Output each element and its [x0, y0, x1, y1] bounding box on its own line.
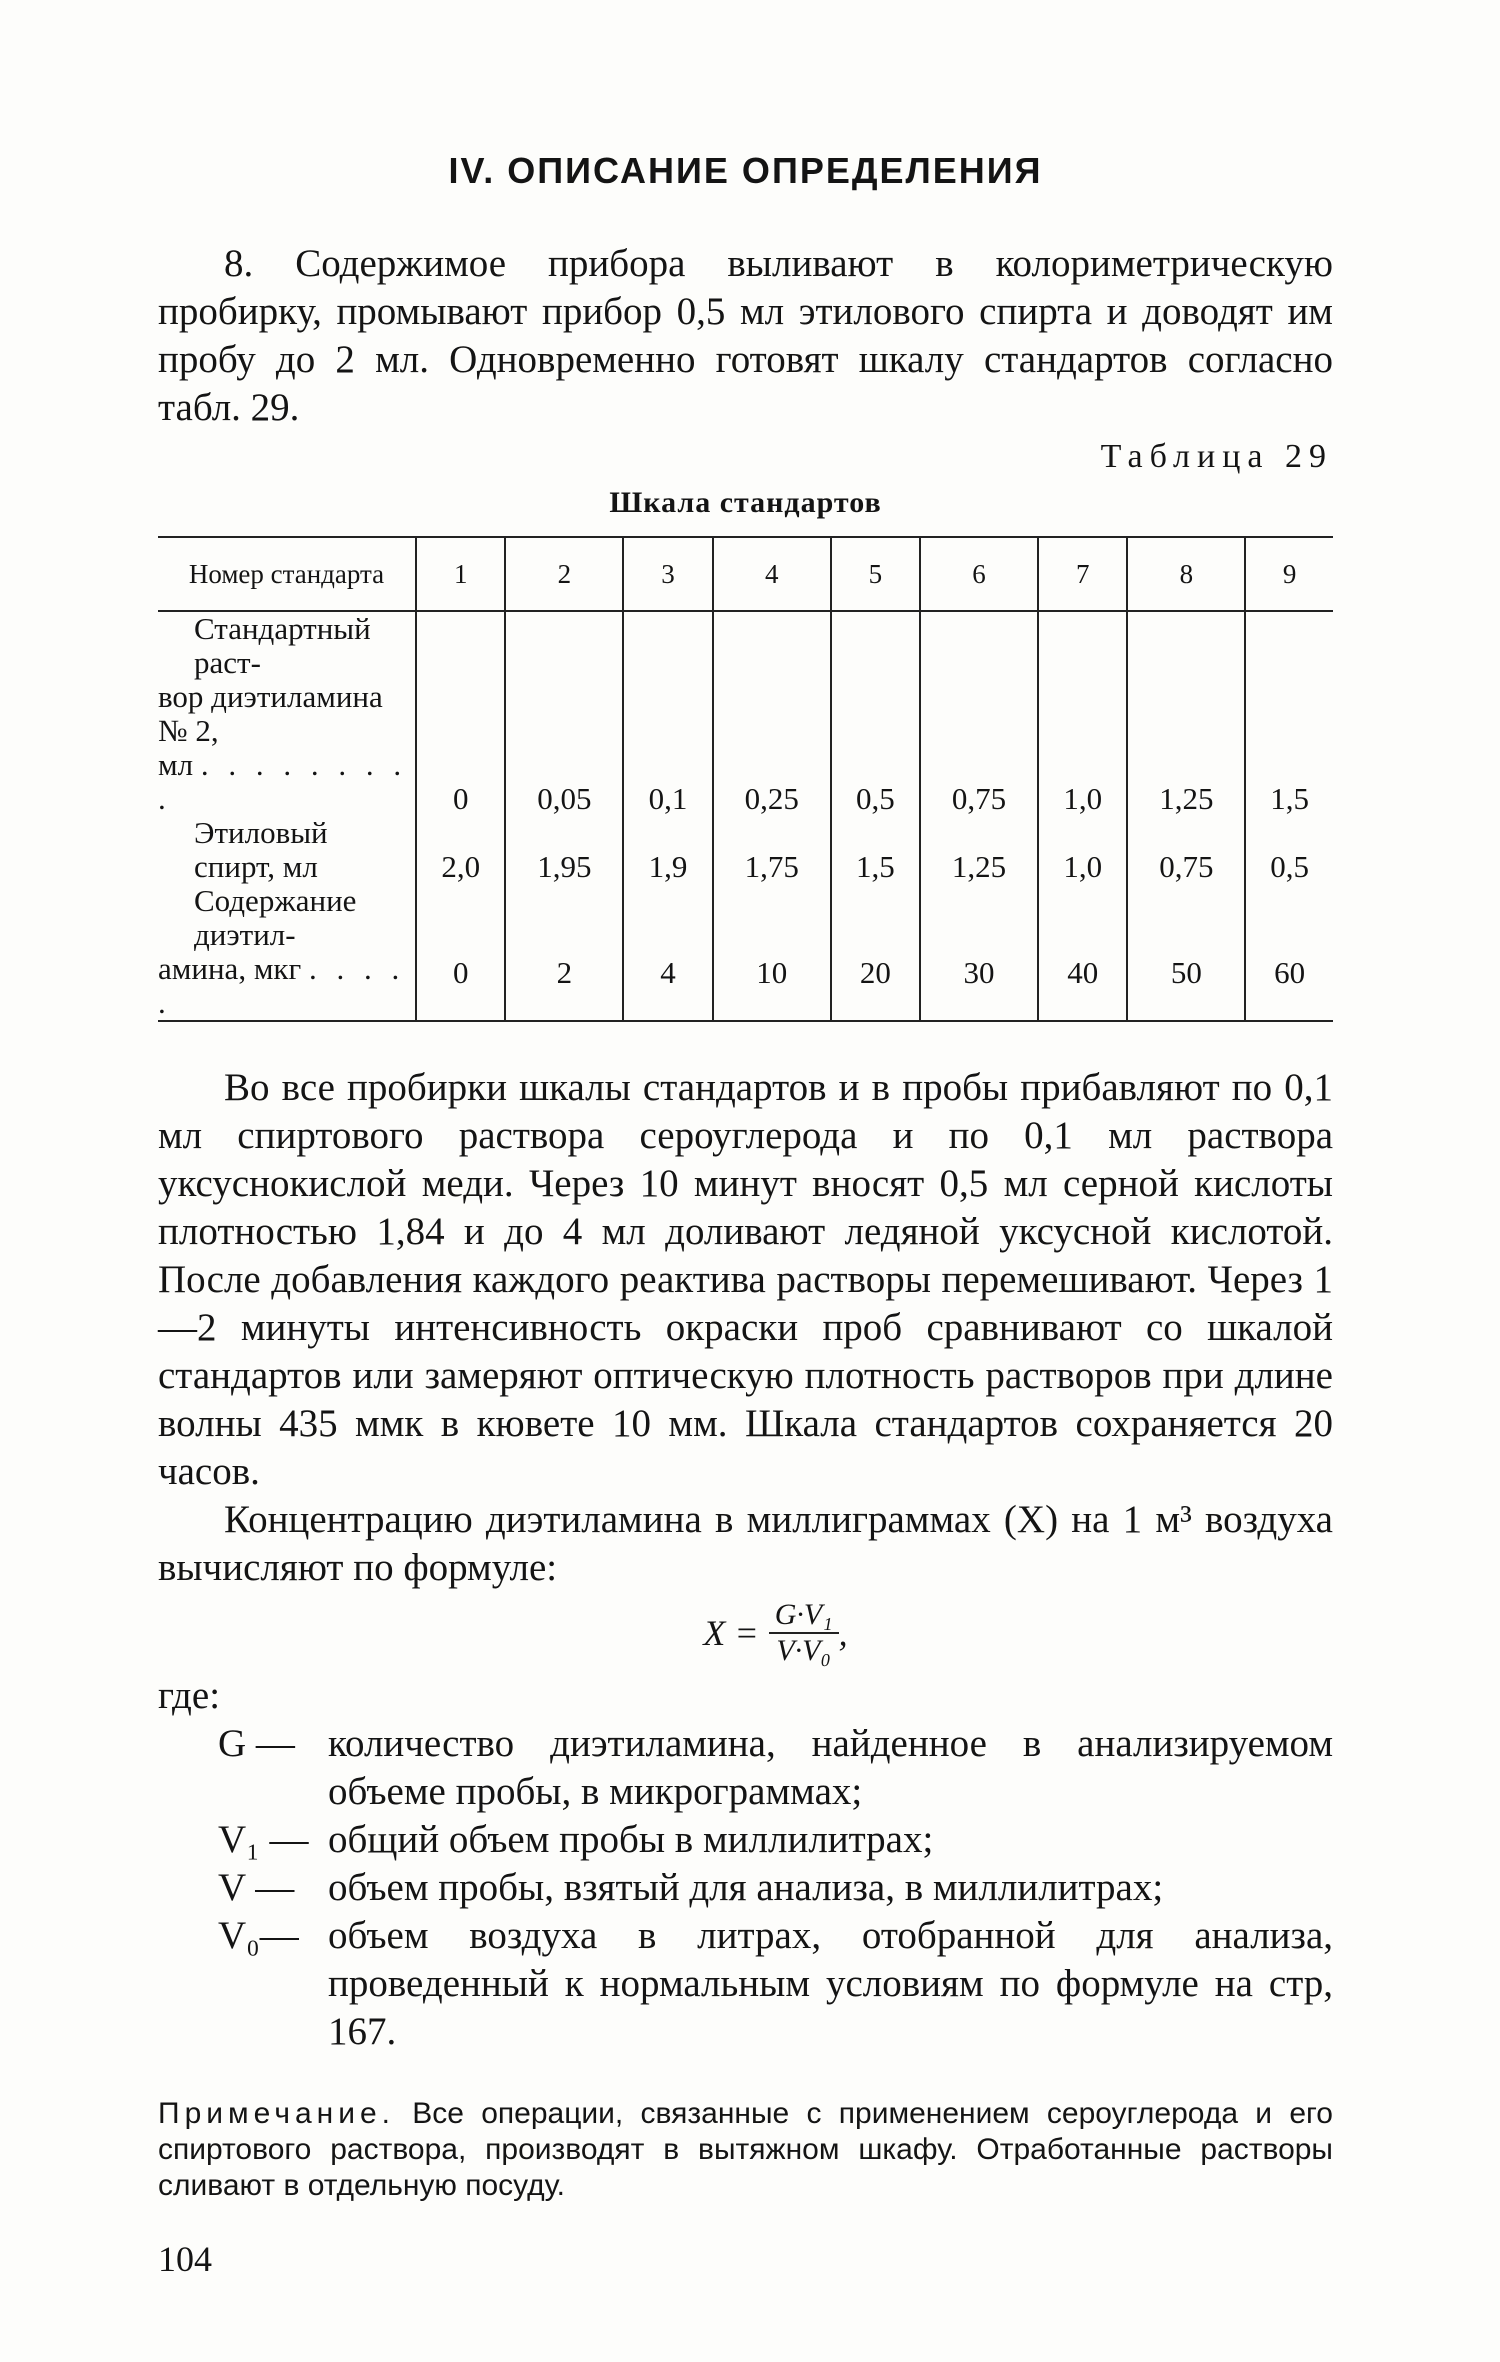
where-label: где:: [158, 1674, 221, 1717]
paragraph-intro: 8. Содержимое прибора выливают в колориметрическую пробирку, промывают прибор 0,5 мл этилового спирта и доводят им пробу до 2 мл. Одновременно готовят шкалу стандартов согласно табл. 29.: [158, 242, 1333, 429]
header-cell: 7: [1038, 537, 1127, 611]
table-cell: 1,25: [1127, 611, 1245, 816]
table-cell: 50: [1127, 884, 1245, 1021]
header-cell: Номер стандарта: [158, 537, 416, 611]
table-cell: 1,0: [1038, 816, 1127, 884]
header-cell: 1: [416, 537, 505, 611]
table-cell: 60: [1245, 884, 1333, 1021]
table-row: [158, 611, 1333, 816]
table-cell: 2: [505, 884, 623, 1021]
table-cell: 0,75: [920, 611, 1038, 816]
table-cell: 1,95: [505, 816, 623, 884]
table-cell: 0,05: [505, 611, 623, 816]
table-cell: 4: [623, 884, 712, 1021]
paragraph-concentration: Концентрацию диэтиламина в миллиграммах (X) на 1 м³ воздуха вычисляют по формуле:: [158, 1498, 1333, 1589]
note-text: Все операции, связанные с применением сероуглерода и его спиртового раствора, производят в вытяжном шкафу. Отработанные растворы сливают в отдельную посуду.: [158, 2097, 1333, 2202]
header-cell: 3: [623, 537, 712, 611]
formula: [218, 1598, 1333, 1668]
table-cell: 20: [831, 884, 920, 1021]
table-cell: 1,0: [1038, 611, 1127, 816]
definition-symbol: G —: [218, 1722, 295, 1765]
header-cell: 2: [505, 537, 623, 611]
formula-fraction: [769, 1598, 839, 1668]
table-cell: 40: [1038, 884, 1127, 1021]
definition-text: количество диэтиламина, найденное в анализируемом объеме пробы, в микрограммах;: [328, 1722, 1333, 1813]
table-cell: 0,25: [713, 611, 831, 816]
definition-item: [218, 1912, 1333, 2056]
definition-text: объем воздуха в литрах, отобранной для анализа, проведенный к нормальным условиям по формуле на стр, 167.: [328, 1914, 1333, 2053]
formula-lhs: X =: [703, 1613, 759, 1653]
table-title: Шкала стандартов: [609, 486, 882, 519]
paragraph-procedure: Во все пробирки шкалы стандартов и в пробы прибавляют по 0,1 мл спиртового раствора сероуглерода и по 0,1 мл раствора уксуснокислой меди. Через 10 минут вносят 0,5 мл серной кислоты плотностью 1,84 и до 4 мл доливают ледяной уксусной кислотой. После добавления каждого реактива растворы перемешивают. Через 1—2 минуты интенсивность окраски проб сравнивают со шкалой стандартов или замеряют оптическую плотность растворов при длине волны 435 ммк в кювете 10 мм. Шкала стандартов сохраняется 20 часов.: [158, 1066, 1333, 1493]
definition-text: общий объем пробы в миллилитрах;: [328, 1818, 934, 1861]
row-label: Стандартный раст- вор диэтиламина № 2, мл . . . . . . . . .: [158, 611, 408, 816]
table-cell: 0,75: [1127, 816, 1245, 884]
table-row: [158, 816, 1333, 884]
header-cell: 9: [1245, 537, 1333, 611]
formula-tail: ,: [838, 1613, 848, 1653]
header-cell: 5: [831, 537, 920, 611]
note: [158, 2096, 1333, 2204]
table-cell: 0,5: [831, 611, 920, 816]
formula-numerator: G·V₁: [769, 1598, 839, 1634]
definition-symbol: V₁ —: [218, 1818, 309, 1861]
page-number: 104: [158, 2239, 212, 2279]
table-cell: 0,5: [1245, 816, 1333, 884]
definition-item: [218, 1720, 1333, 1816]
table-header-row: [158, 537, 1333, 611]
table-cell: 30: [920, 884, 1038, 1021]
standards-table: [158, 536, 1333, 1022]
row-label: Содержание диэтил- амина, мкг . . . . .: [158, 883, 406, 1020]
table-row: [158, 884, 1333, 1021]
definition-item: [218, 1816, 1333, 1864]
definition-symbol: V₀—: [218, 1914, 299, 1957]
definition-symbol: V —: [218, 1866, 295, 1909]
header-cell: 4: [713, 537, 831, 611]
table-cell: 1,25: [920, 816, 1038, 884]
table-cell: 1,75: [713, 816, 831, 884]
table-label: Таблица 29: [1100, 438, 1333, 475]
definitions-list: [218, 1720, 1333, 2056]
table-cell: 1,5: [1245, 611, 1333, 816]
table-cell: 0: [416, 611, 505, 816]
definition-item: [218, 1864, 1333, 1912]
header-cell: 6: [920, 537, 1038, 611]
table-cell: 1,9: [623, 816, 712, 884]
table-cell: 0,1: [623, 611, 712, 816]
header-cell: 8: [1127, 537, 1245, 611]
row-label: Этиловый спирт, мл: [194, 815, 328, 884]
definition-text: объем пробы, взятый для анализа, в миллилитрах;: [328, 1866, 1164, 1909]
table-cell: 10: [713, 884, 831, 1021]
table-cell: 2,0: [416, 816, 505, 884]
section-heading: IV. ОПИСАНИЕ ОПРЕДЕЛЕНИЯ: [448, 150, 1043, 191]
formula-denominator: V·V₀: [776, 1634, 831, 1667]
table-cell: 1,5: [831, 816, 920, 884]
note-label: Примечание.: [158, 2097, 395, 2130]
table-cell: 0: [416, 884, 505, 1021]
page-content: [158, 150, 1333, 2280]
